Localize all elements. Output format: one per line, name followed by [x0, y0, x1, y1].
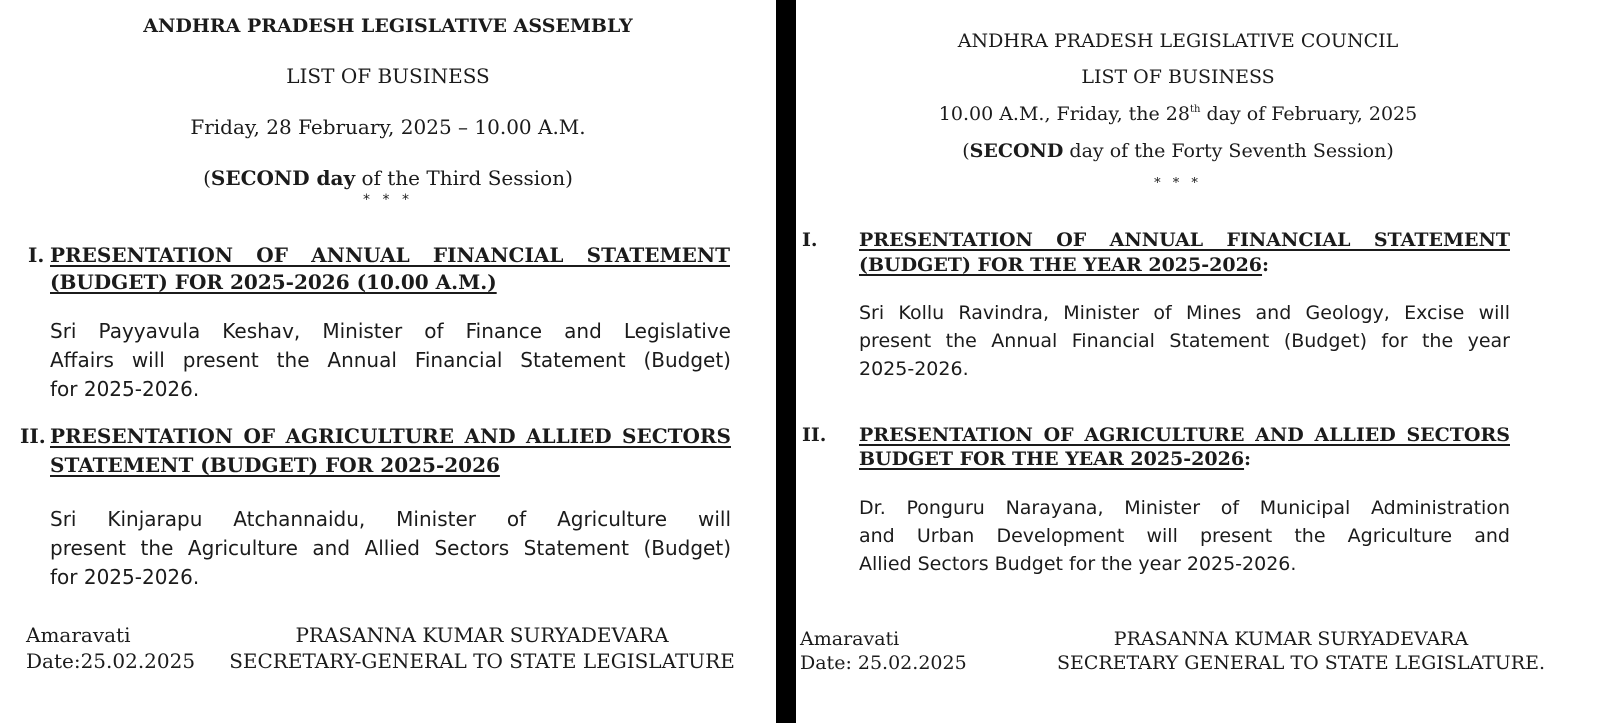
assembly-item-2-body-line: Sri Kinjarapu Atchannaidu, Minister of Agriculture will — [50, 507, 731, 531]
council-item-2-body-line: Allied Sectors Budget for the year 2025-2026. — [859, 553, 1297, 575]
assembly-item-1-heading-cont: (BUDGET) FOR 2025-2026 (10.00 A.M.) — [50, 270, 497, 294]
council-signatory-name: PRASANNA KUMAR SURYADEVARA — [1113, 628, 1469, 650]
council-item-1-body-line: present the Annual Financial Statement (Budget) for the year — [859, 330, 1510, 352]
assembly-item-2-heading-cont: STATEMENT (BUDGET) FOR 2025-2026 — [50, 453, 500, 477]
council-signatory-title: SECRETARY GENERAL TO STATE LEGISLATURE. — [1056, 652, 1546, 674]
assembly-item-2-body-line: for 2025-2026. — [50, 565, 200, 589]
council-date-ordinal: th — [1190, 104, 1201, 115]
assembly-session-line — [0, 166, 776, 190]
council-item-2-heading-cont — [859, 448, 1251, 470]
assembly-item-1-body-line: Affairs will present the Annual Financial Statement (Budget) — [50, 348, 731, 372]
council-title: ANDHRA PRADESH LEGISLATIVE COUNCIL — [957, 30, 1399, 52]
assembly-item-1-number: I. — [28, 243, 45, 267]
council-session-line — [796, 140, 1560, 162]
session-day: SECOND — [969, 140, 1064, 162]
council-item-1-body-line: Sri Kollu Ravindra, Minister of Mines and Geology, Excise will — [859, 302, 1510, 324]
assembly-signatory-name: PRASANNA KUMAR SURYADEVARA — [295, 623, 669, 647]
council-place: Amaravati — [800, 628, 900, 650]
council-item-1-body-line: 2025-2026. — [859, 358, 969, 380]
session-open-paren: ( — [962, 140, 970, 162]
assembly-date-line: Friday, 28 February, 2025 – 10.00 A.M. — [190, 115, 586, 139]
council-date-line — [796, 103, 1560, 125]
session-rest: day of the Forty Seventh Session) — [1063, 140, 1394, 162]
council-item-2-number: II. — [802, 424, 827, 446]
assembly-date: Date:25.02.2025 — [26, 649, 196, 673]
council-date: Date: 25.02.2025 — [800, 652, 967, 674]
assembly-signatory-title: SECRETARY-GENERAL TO STATE LEGISLATURE — [229, 649, 735, 673]
heading-text: BUDGET FOR THE YEAR 2025-2026 — [859, 448, 1245, 470]
session-open-paren: ( — [203, 166, 211, 190]
council-item-2-body-line: and Urban Development will present the Agriculture and — [859, 525, 1510, 547]
council-separator-stars: * * * — [1154, 176, 1202, 191]
assembly-item-1-heading: PRESENTATION OF ANNUAL FINANCIAL STATEMENT — [50, 243, 730, 267]
assembly-item-1-body-line: for 2025-2026. — [50, 377, 200, 401]
council-item-1-number: I. — [802, 229, 818, 251]
assembly-item-2-body-line: present the Agriculture and Allied Sectors Statement (Budget) — [50, 536, 731, 560]
council-item-1-heading: PRESENTATION OF ANNUAL FINANCIAL STATEMENT — [859, 229, 1510, 251]
panel-divider — [776, 0, 796, 723]
heading-colon: : — [1244, 448, 1252, 470]
heading-text: (BUDGET) FOR THE YEAR 2025-2026 — [859, 254, 1263, 276]
assembly-item-1-body-line: Sri Payyavula Keshav, Minister of Finance and Legislative — [50, 319, 731, 343]
session-day: SECOND day — [210, 166, 356, 190]
council-date-post: day of February, 2025 — [1200, 103, 1418, 125]
heading-colon: : — [1262, 254, 1270, 276]
council-list-title: LIST OF BUSINESS — [1081, 66, 1275, 88]
assembly-list-title: LIST OF BUSINESS — [286, 64, 490, 88]
council-item-2-heading: PRESENTATION OF AGRICULTURE AND ALLIED SECTORS — [859, 424, 1510, 446]
council-item-2-body-line: Dr. Ponguru Narayana, Minister of Municipal Administration — [859, 497, 1510, 519]
council-item-1-heading-cont — [859, 254, 1269, 276]
assembly-item-2-heading: PRESENTATION OF AGRICULTURE AND ALLIED SECTORS — [50, 424, 731, 448]
assembly-item-2-number: II. — [20, 424, 46, 448]
assembly-list-of-business — [0, 0, 776, 723]
council-list-of-business — [796, 0, 1600, 723]
assembly-place: Amaravati — [26, 623, 131, 647]
assembly-title: ANDHRA PRADESH LEGISLATIVE ASSEMBLY — [143, 15, 633, 37]
council-date-pre: 10.00 A.M., Friday, the 28 — [938, 103, 1190, 125]
assembly-separator-stars: * * * — [363, 192, 413, 208]
session-rest: of the Third Session) — [355, 166, 573, 190]
